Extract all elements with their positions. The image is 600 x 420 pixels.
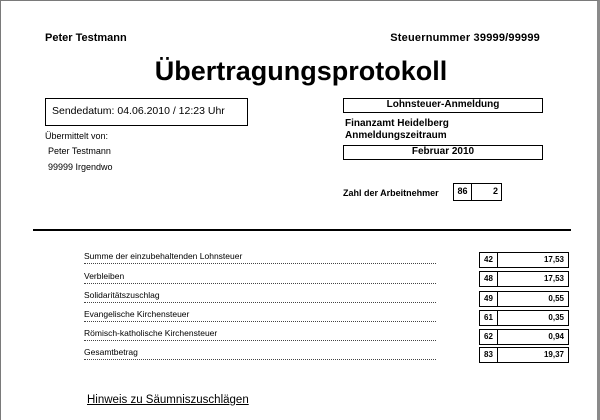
employees-code: 86 [453,183,472,201]
row-label: Gesamtbetrag [84,347,436,360]
row-value: 0,94 [497,329,569,345]
row-code: 49 [479,291,498,307]
row-code: 48 [479,271,498,287]
row-code: 61 [479,310,498,326]
row-code: 42 [479,252,498,268]
row-value: 17,53 [497,252,569,268]
taxpayer-name: Peter Testmann [45,32,127,44]
period-box: Februar 2010 [343,145,543,160]
row-code: 62 [479,329,498,345]
row-value: 0,55 [497,291,569,307]
row-label: Solidaritätszuschlag [84,290,436,303]
late-fee-notice-link[interactable]: Hinweis zu Säumniszuschlägen [87,394,249,406]
tax-office: Finanzamt Heidelberg [345,118,449,129]
row-label: Römisch-katholische Kirchensteuer [84,328,436,341]
row-label: Verbleiben [84,271,436,284]
tax-number: Steuernummer 39999/99999 [390,32,540,44]
row-label: Summe der einzubehaltenden Lohnsteuer [84,251,436,264]
row-value: 0,35 [497,310,569,326]
employees-label: Zahl der Arbeitnehmer [343,188,439,198]
row-value: 17,53 [497,271,569,287]
section-divider [33,229,571,231]
employees-value: 2 [471,183,502,201]
send-date-box: Sendedatum: 04.06.2010 / 12:23 Uhr [45,98,248,126]
row-value: 19,37 [497,347,569,363]
sent-by-label: Übermittelt von: [45,131,109,141]
page-title: Übertragungsprotokoll [154,56,448,86]
row-label: Evangelische Kirchensteuer [84,309,436,322]
sender-name: Peter Testmann [48,146,111,156]
row-code: 83 [479,347,498,363]
period-label: Anmeldungszeitraum [345,130,447,141]
form-type-box: Lohnsteuer-Anmeldung [343,98,543,113]
sender-city: 99999 Irgendwo [48,162,113,172]
